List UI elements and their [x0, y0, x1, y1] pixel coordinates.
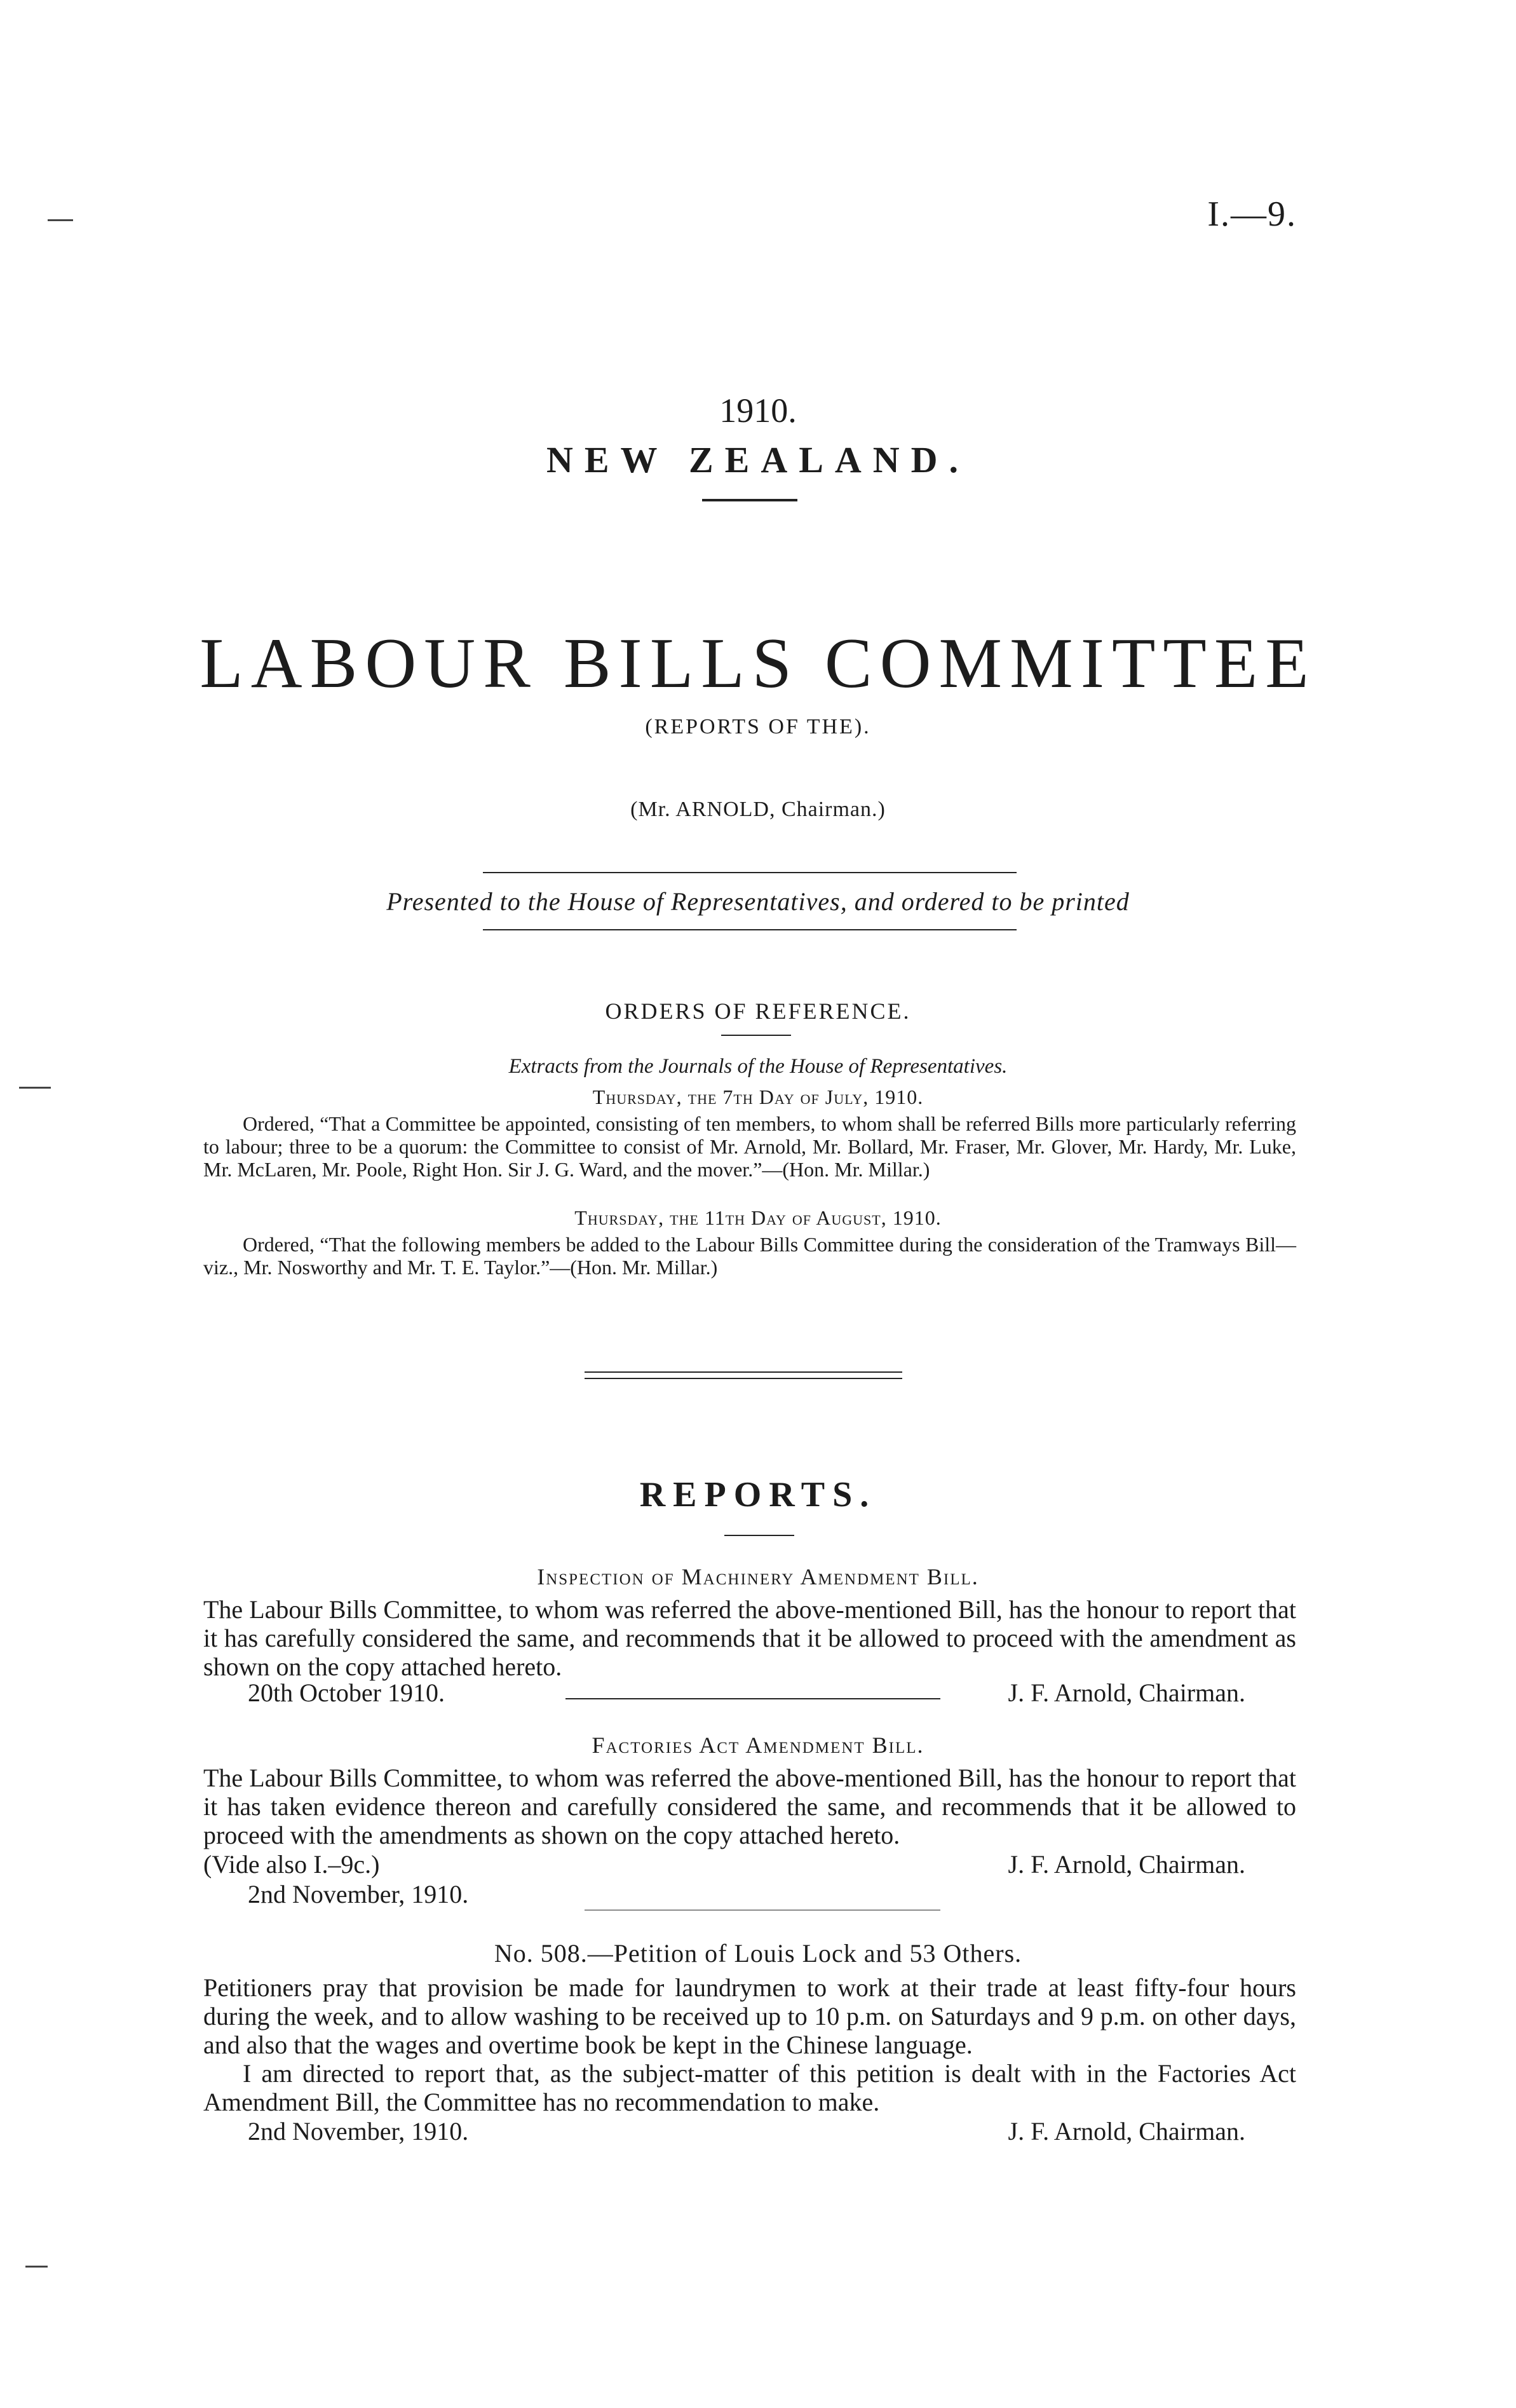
divider [724, 1535, 794, 1536]
year: 1910. [719, 391, 797, 430]
vide-reference: (Vide also I.–9c.) [203, 1850, 380, 1879]
petition-report: I am directed to report that, as the subject-matter of this petition is dealt with in the Factories Act Amendment Bill, the Committee has no recommendation to make. [203, 2059, 1296, 2116]
petition-date: 2nd November, 1910. [248, 2117, 469, 2146]
order-1-text: Ordered, “That a Committee be appointed, consisting of ten members, to whom shall be referred Bills more particularly referring to labour; three to be a quorum: the Committee to consist of Mr. Arnold, Mr. Bollard, Mr. Fraser, Mr. Glover, Mr. Hardy, Mr. Luke, Mr. McLaren, Mr. Poole, Right Hon. Sir J. G. Ward, and the mover.”—(Hon. Mr. Millar.) [203, 1112, 1296, 1181]
report-body: The Labour Bills Committee, to whom was referred the above-mentioned Bill, has the honour to report that it has taken evidence thereon and carefully considered the same, and recommends that it be allowed to proceed with the amendments as shown on the copy attached hereto. [203, 1764, 1296, 1849]
order-2-text: Ordered, “That the following members be added to the Labour Bills Committee during the consideration of the Tramways Bill—viz., Mr. Nosworthy and Mr. T. E. Taylor.”—(Hon. Mr. Millar.) [203, 1233, 1296, 1279]
divider [565, 1698, 940, 1699]
double-rule [585, 1371, 902, 1373]
report-body: The Labour Bills Committee, to whom was referred the above-mentioned Bill, has the honour to report that it has carefully considered the same, and recommends that it be allowed to proceed with the amendment as shown on the copy attached hereto. [203, 1595, 1296, 1681]
margin-mark [48, 219, 73, 221]
petition-signature: J. F. Arnold, Chairman. [1008, 2117, 1245, 2146]
divider [483, 929, 1017, 930]
country-heading: NEW ZEALAND. [546, 439, 970, 480]
presented-line: Presented to the House of Representatives, and ordered to be printed [386, 887, 1130, 916]
reports-heading: REPORTS. [639, 1475, 877, 1514]
page-reference: I.—9. [1207, 194, 1297, 234]
order-date-2: Thursday, the 11th Day of August, 1910. [574, 1206, 942, 1229]
margin-mark [25, 2266, 48, 2268]
divider [483, 872, 1017, 873]
extracts-line: Extracts from the Journals of the House of Representatives. [508, 1055, 1008, 1078]
document-title: LABOUR BILLS COMMITTEE [200, 624, 1316, 703]
petition-body: Petitioners pray that provision be made for laundrymen to work at their trade at least fifty-four hours during the week, and to allow washing to be received up to 10 p.m. on Saturdays and 9 p.m. on other days, and also that the wages and overtime book be kept in the Chinese language. [203, 1973, 1296, 2059]
report-signature: J. F. Arnold, Chairman. [1008, 1850, 1245, 1879]
document-subtitle: (REPORTS OF THE). [645, 715, 871, 738]
orders-of-reference-heading: ORDERS OF REFERENCE. [605, 998, 911, 1024]
petition-heading: No. 508.—Petition of Louis Lock and 53 Others. [494, 1939, 1022, 1968]
report-signature: J. F. Arnold, Chairman. [1008, 1678, 1245, 1707]
report-heading: Factories Act Amendment Bill. [592, 1732, 924, 1758]
divider [721, 1035, 791, 1036]
order-date-1: Thursday, the 7th Day of July, 1910. [592, 1085, 924, 1108]
report-date: 20th October 1910. [248, 1678, 445, 1707]
chairman-line: (Mr. ARNOLD, Chairman.) [630, 798, 886, 821]
double-rule [585, 1378, 902, 1379]
divider [702, 499, 797, 501]
report-date: 2nd November, 1910. [248, 1880, 469, 1908]
report-heading: Inspection of Machinery Amendment Bill. [537, 1564, 979, 1589]
